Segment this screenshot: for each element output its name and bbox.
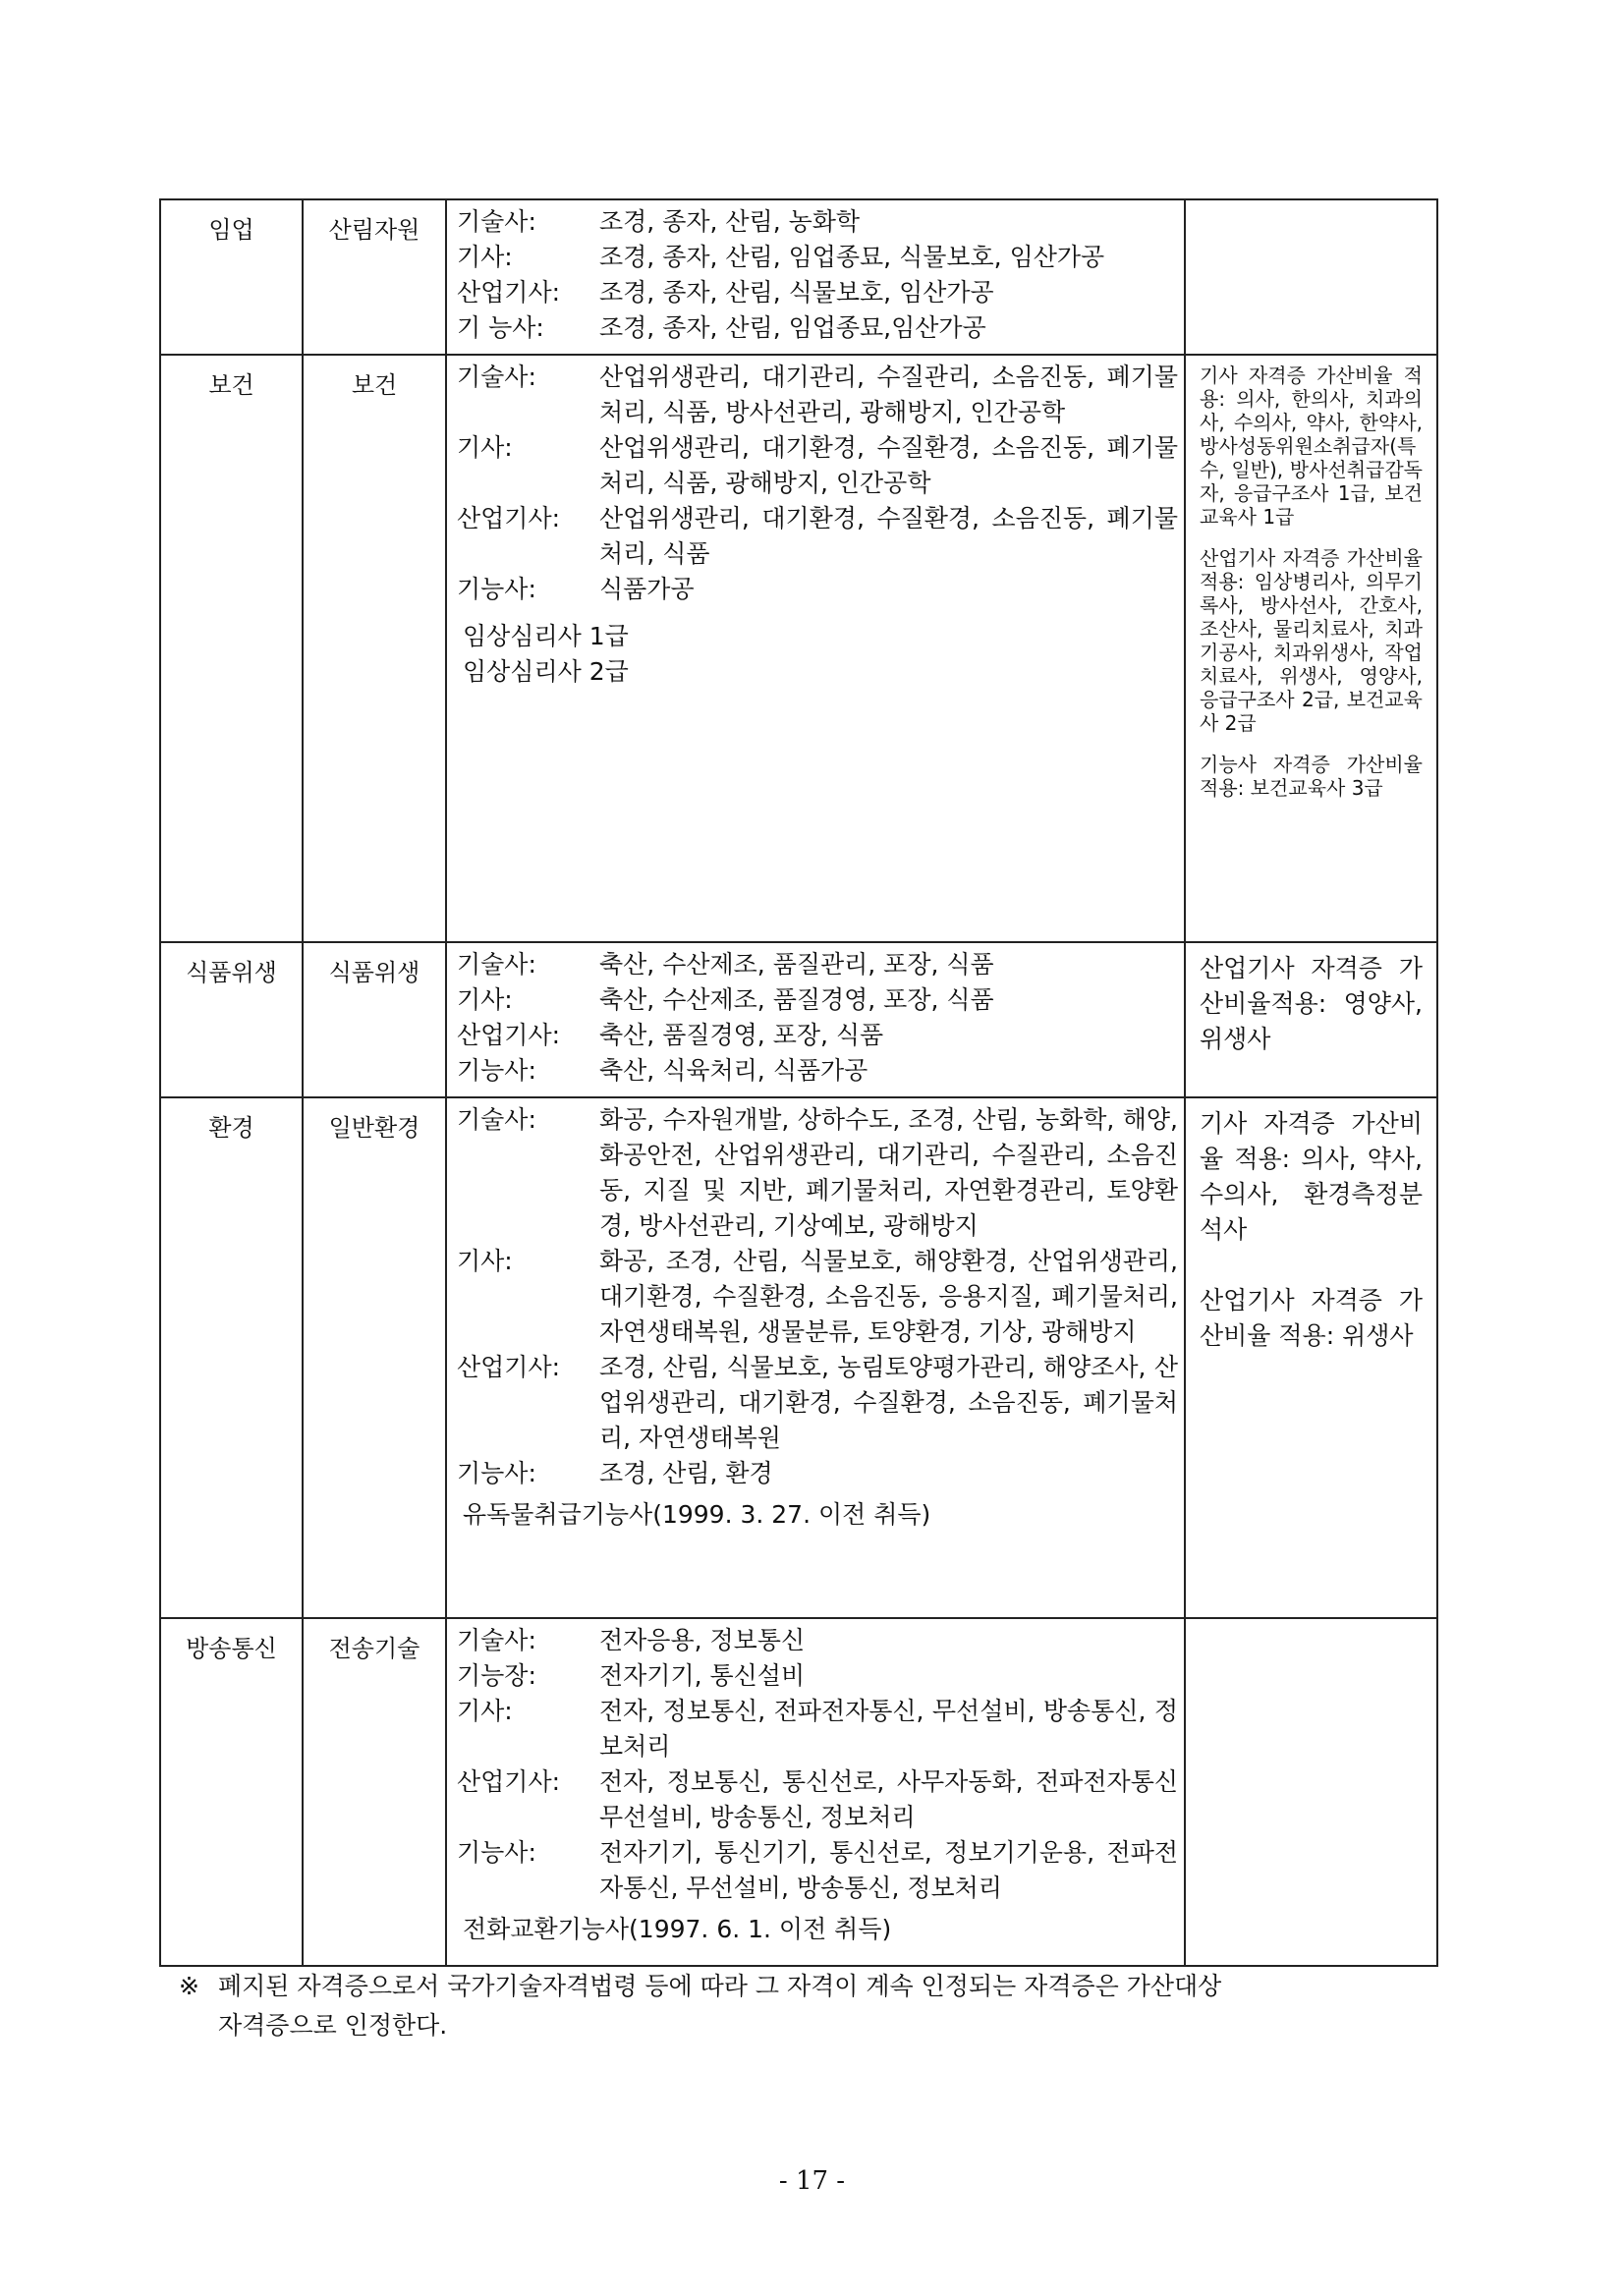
level-group bbox=[457, 1658, 1178, 1694]
level-group bbox=[457, 1835, 1178, 1906]
level-group bbox=[457, 501, 1178, 572]
level-label: 기사: bbox=[457, 433, 513, 462]
level-group bbox=[457, 572, 1178, 607]
note-cell bbox=[1185, 1618, 1437, 1966]
level-group bbox=[457, 240, 1178, 275]
level-fields: 조경, 산림, 환경 bbox=[599, 1459, 773, 1487]
level-group bbox=[457, 1764, 1178, 1835]
weighting-note: 기사 자격증 가산비율 적용: 의사, 한의사, 치과의사, 수의사, 약사, 한약사, 방사성동위원소취급자(특수, 일반), 방사선취급감독자, 응급구조사 1급, 보건교육사 1급 bbox=[1200, 364, 1423, 529]
extra-qualification: 임상심리사 2급 bbox=[463, 657, 629, 686]
level-fields: 조경, 종자, 산림, 임업종묘, 식물보호, 임산가공 bbox=[599, 243, 1105, 271]
level-group bbox=[457, 275, 1178, 310]
level-fields: 조경, 산림, 식물보호, 농림토양평가관리, 해양조사, 산업위생관리, 대기환경, 수질환경, 소음진동, 폐기물처리, 자연생태복원 bbox=[599, 1353, 1178, 1452]
weighting-note: 산업기사 자격증 가산비율 적용: 위생사 bbox=[1200, 1286, 1423, 1350]
level-fields: 전자, 정보통신, 전파전자통신, 무선설비, 방송통신, 정보처리 bbox=[599, 1697, 1178, 1761]
category-cell: 임업 bbox=[160, 199, 303, 355]
level-group bbox=[457, 204, 1178, 240]
level-fields: 축산, 수산제조, 품질경영, 포장, 식품 bbox=[599, 985, 994, 1014]
footnote-line: 자격증으로 인정한다. bbox=[218, 2011, 448, 2040]
level-group bbox=[457, 947, 1178, 982]
level-label: 기사: bbox=[457, 1697, 513, 1725]
category-cell: 보건 bbox=[160, 355, 303, 942]
footnote bbox=[179, 1967, 1436, 2045]
level-label: 기술사: bbox=[457, 1626, 536, 1654]
level-label: 기능사: bbox=[457, 1838, 536, 1867]
level-fields: 산업위생관리, 대기관리, 수질관리, 소음진동, 폐기물처리, 식품, 방사선관리, 광해방지, 인간공학 bbox=[599, 363, 1178, 426]
level-label: 기능장: bbox=[457, 1661, 536, 1690]
category-cell: 방송통신 bbox=[160, 1618, 303, 1966]
extra-qualification: 유독물취급기능사(1999. 3. 27. 이전 취득) bbox=[463, 1500, 931, 1529]
level-label: 기사: bbox=[457, 985, 513, 1014]
level-fields: 전자응용, 정보통신 bbox=[599, 1626, 806, 1654]
footnote-line bbox=[179, 1967, 1436, 2006]
level-group bbox=[457, 1102, 1178, 1244]
category-cell: 식품위생 bbox=[160, 942, 303, 1097]
qualification-cell bbox=[446, 942, 1185, 1097]
subcategory-cell: 전송기술 bbox=[303, 1618, 446, 1966]
level-label: 기능사: bbox=[457, 575, 536, 603]
level-fields: 축산, 식육처리, 식품가공 bbox=[599, 1056, 868, 1085]
level-group bbox=[457, 310, 1178, 346]
level-group bbox=[457, 430, 1178, 501]
subcategory-cell: 식품위생 bbox=[303, 942, 446, 1097]
level-label: 기 능사: bbox=[457, 313, 544, 342]
level-label: 기술사: bbox=[457, 363, 536, 391]
level-label: 기사: bbox=[457, 1247, 513, 1275]
level-group bbox=[457, 1623, 1178, 1658]
weighting-note: 기능사 자격증 가산비율 적용: 보건교육사 3급 bbox=[1200, 753, 1423, 800]
level-label: 산업기사: bbox=[457, 1353, 561, 1381]
level-label: 산업기사: bbox=[457, 1767, 561, 1796]
table-row bbox=[160, 355, 1437, 942]
level-fields: 축산, 수산제조, 품질관리, 포장, 식품 bbox=[599, 950, 994, 979]
level-fields: 화공, 조경, 산림, 식물보호, 해양환경, 산업위생관리, 대기환경, 수질환경, 소음진동, 응용지질, 폐기물처리, 자연생태복원, 생물분류, 토양환경, 기상, 광해방지 bbox=[599, 1247, 1178, 1346]
level-fields: 화공, 수자원개발, 상하수도, 조경, 산림, 농화학, 해양, 화공안전, 산업위생관리, 대기관리, 수질관리, 소음진동, 지질 및 지반, 폐기물처리, 자연환경관리, 토양환경, 방사선관리, 기상예보, 광해방지 bbox=[599, 1105, 1178, 1240]
level-label: 산업기사: bbox=[457, 278, 561, 307]
level-group bbox=[457, 1053, 1178, 1089]
extra-qualification: 전화교환기능사(1997. 6. 1. 이전 취득) bbox=[463, 1915, 892, 1943]
table-row bbox=[160, 1618, 1437, 1966]
level-fields: 산업위생관리, 대기환경, 수질환경, 소음진동, 폐기물처리, 식품, 광해방지, 인간공학 bbox=[599, 433, 1178, 497]
level-fields: 조경, 종자, 산림, 농화학 bbox=[599, 207, 861, 236]
qualification-cell bbox=[446, 355, 1185, 942]
note-cell bbox=[1185, 942, 1437, 1097]
level-fields: 전자, 정보통신, 통신선로, 사무자동화, 전파전자통신 무선설비, 방송통신, 정보처리 bbox=[599, 1767, 1178, 1831]
level-fields: 전자기기, 통신설비 bbox=[599, 1661, 806, 1690]
level-group bbox=[457, 1350, 1178, 1456]
level-fields: 전자기기, 통신기기, 통신선로, 정보기기운용, 전파전자통신, 무선설비, 방송통신, 정보처리 bbox=[599, 1838, 1178, 1902]
weighting-note: 산업기사 자격증 가산비율 적용: 임상병리사, 의무기록사, 방사선사, 간호사, 조산사, 물리치료사, 치과기공사, 치과위생사, 작업치료사, 위생사, 영양사, 응급구조사 2급, 보건교육사 2급 bbox=[1200, 546, 1423, 735]
table-row bbox=[160, 1097, 1437, 1618]
level-label: 산업기사: bbox=[457, 1021, 561, 1049]
note-cell bbox=[1185, 199, 1437, 355]
level-group bbox=[457, 1694, 1178, 1764]
qualification-table bbox=[159, 198, 1438, 1967]
reference-mark: ※ bbox=[179, 1972, 199, 2000]
level-label: 기술사: bbox=[457, 950, 536, 979]
weighting-note: 산업기사 자격증 가산비율적용: 영양사, 위생사 bbox=[1200, 954, 1423, 1053]
level-fields: 식품가공 bbox=[599, 575, 695, 603]
level-group bbox=[457, 1018, 1178, 1053]
level-fields: 산업위생관리, 대기환경, 수질환경, 소음진동, 폐기물처리, 식품 bbox=[599, 504, 1178, 568]
level-group bbox=[457, 360, 1178, 430]
qualification-cell bbox=[446, 1097, 1185, 1618]
level-label: 기술사: bbox=[457, 1105, 536, 1134]
level-label: 산업기사: bbox=[457, 504, 561, 532]
level-label: 기사: bbox=[457, 243, 513, 271]
level-group bbox=[457, 1244, 1178, 1350]
level-group bbox=[457, 1456, 1178, 1491]
table-row bbox=[160, 942, 1437, 1097]
page-number: - 17 - bbox=[778, 2166, 846, 2196]
level-label: 기능사: bbox=[457, 1056, 536, 1085]
extra-qualification: 임상심리사 1급 bbox=[463, 622, 629, 650]
note-cell bbox=[1185, 1097, 1437, 1618]
table-row bbox=[160, 199, 1437, 355]
category-cell: 환경 bbox=[160, 1097, 303, 1618]
level-fields: 축산, 품질경영, 포장, 식품 bbox=[599, 1021, 884, 1049]
level-fields: 조경, 종자, 산림, 임업종묘,임산가공 bbox=[599, 313, 986, 342]
footnote-text: 폐지된 자격증으로서 국가기술자격법령 등에 따라 그 자격이 계속 인정되는 자격증은 가산대상 bbox=[218, 1972, 1222, 2000]
level-label: 기술사: bbox=[457, 207, 536, 236]
subcategory-cell: 일반환경 bbox=[303, 1097, 446, 1618]
qualification-cell bbox=[446, 1618, 1185, 1966]
weighting-note: 기사 자격증 가산비율 적용: 의사, 약사, 수의사, 환경측정분석사 bbox=[1200, 1109, 1423, 1244]
level-fields: 조경, 종자, 산림, 식물보호, 임산가공 bbox=[599, 278, 994, 307]
level-label: 기능사: bbox=[457, 1459, 536, 1487]
subcategory-cell: 보건 bbox=[303, 355, 446, 942]
subcategory-cell: 산림자원 bbox=[303, 199, 446, 355]
level-group bbox=[457, 982, 1178, 1018]
qualification-cell bbox=[446, 199, 1185, 355]
note-cell bbox=[1185, 355, 1437, 942]
